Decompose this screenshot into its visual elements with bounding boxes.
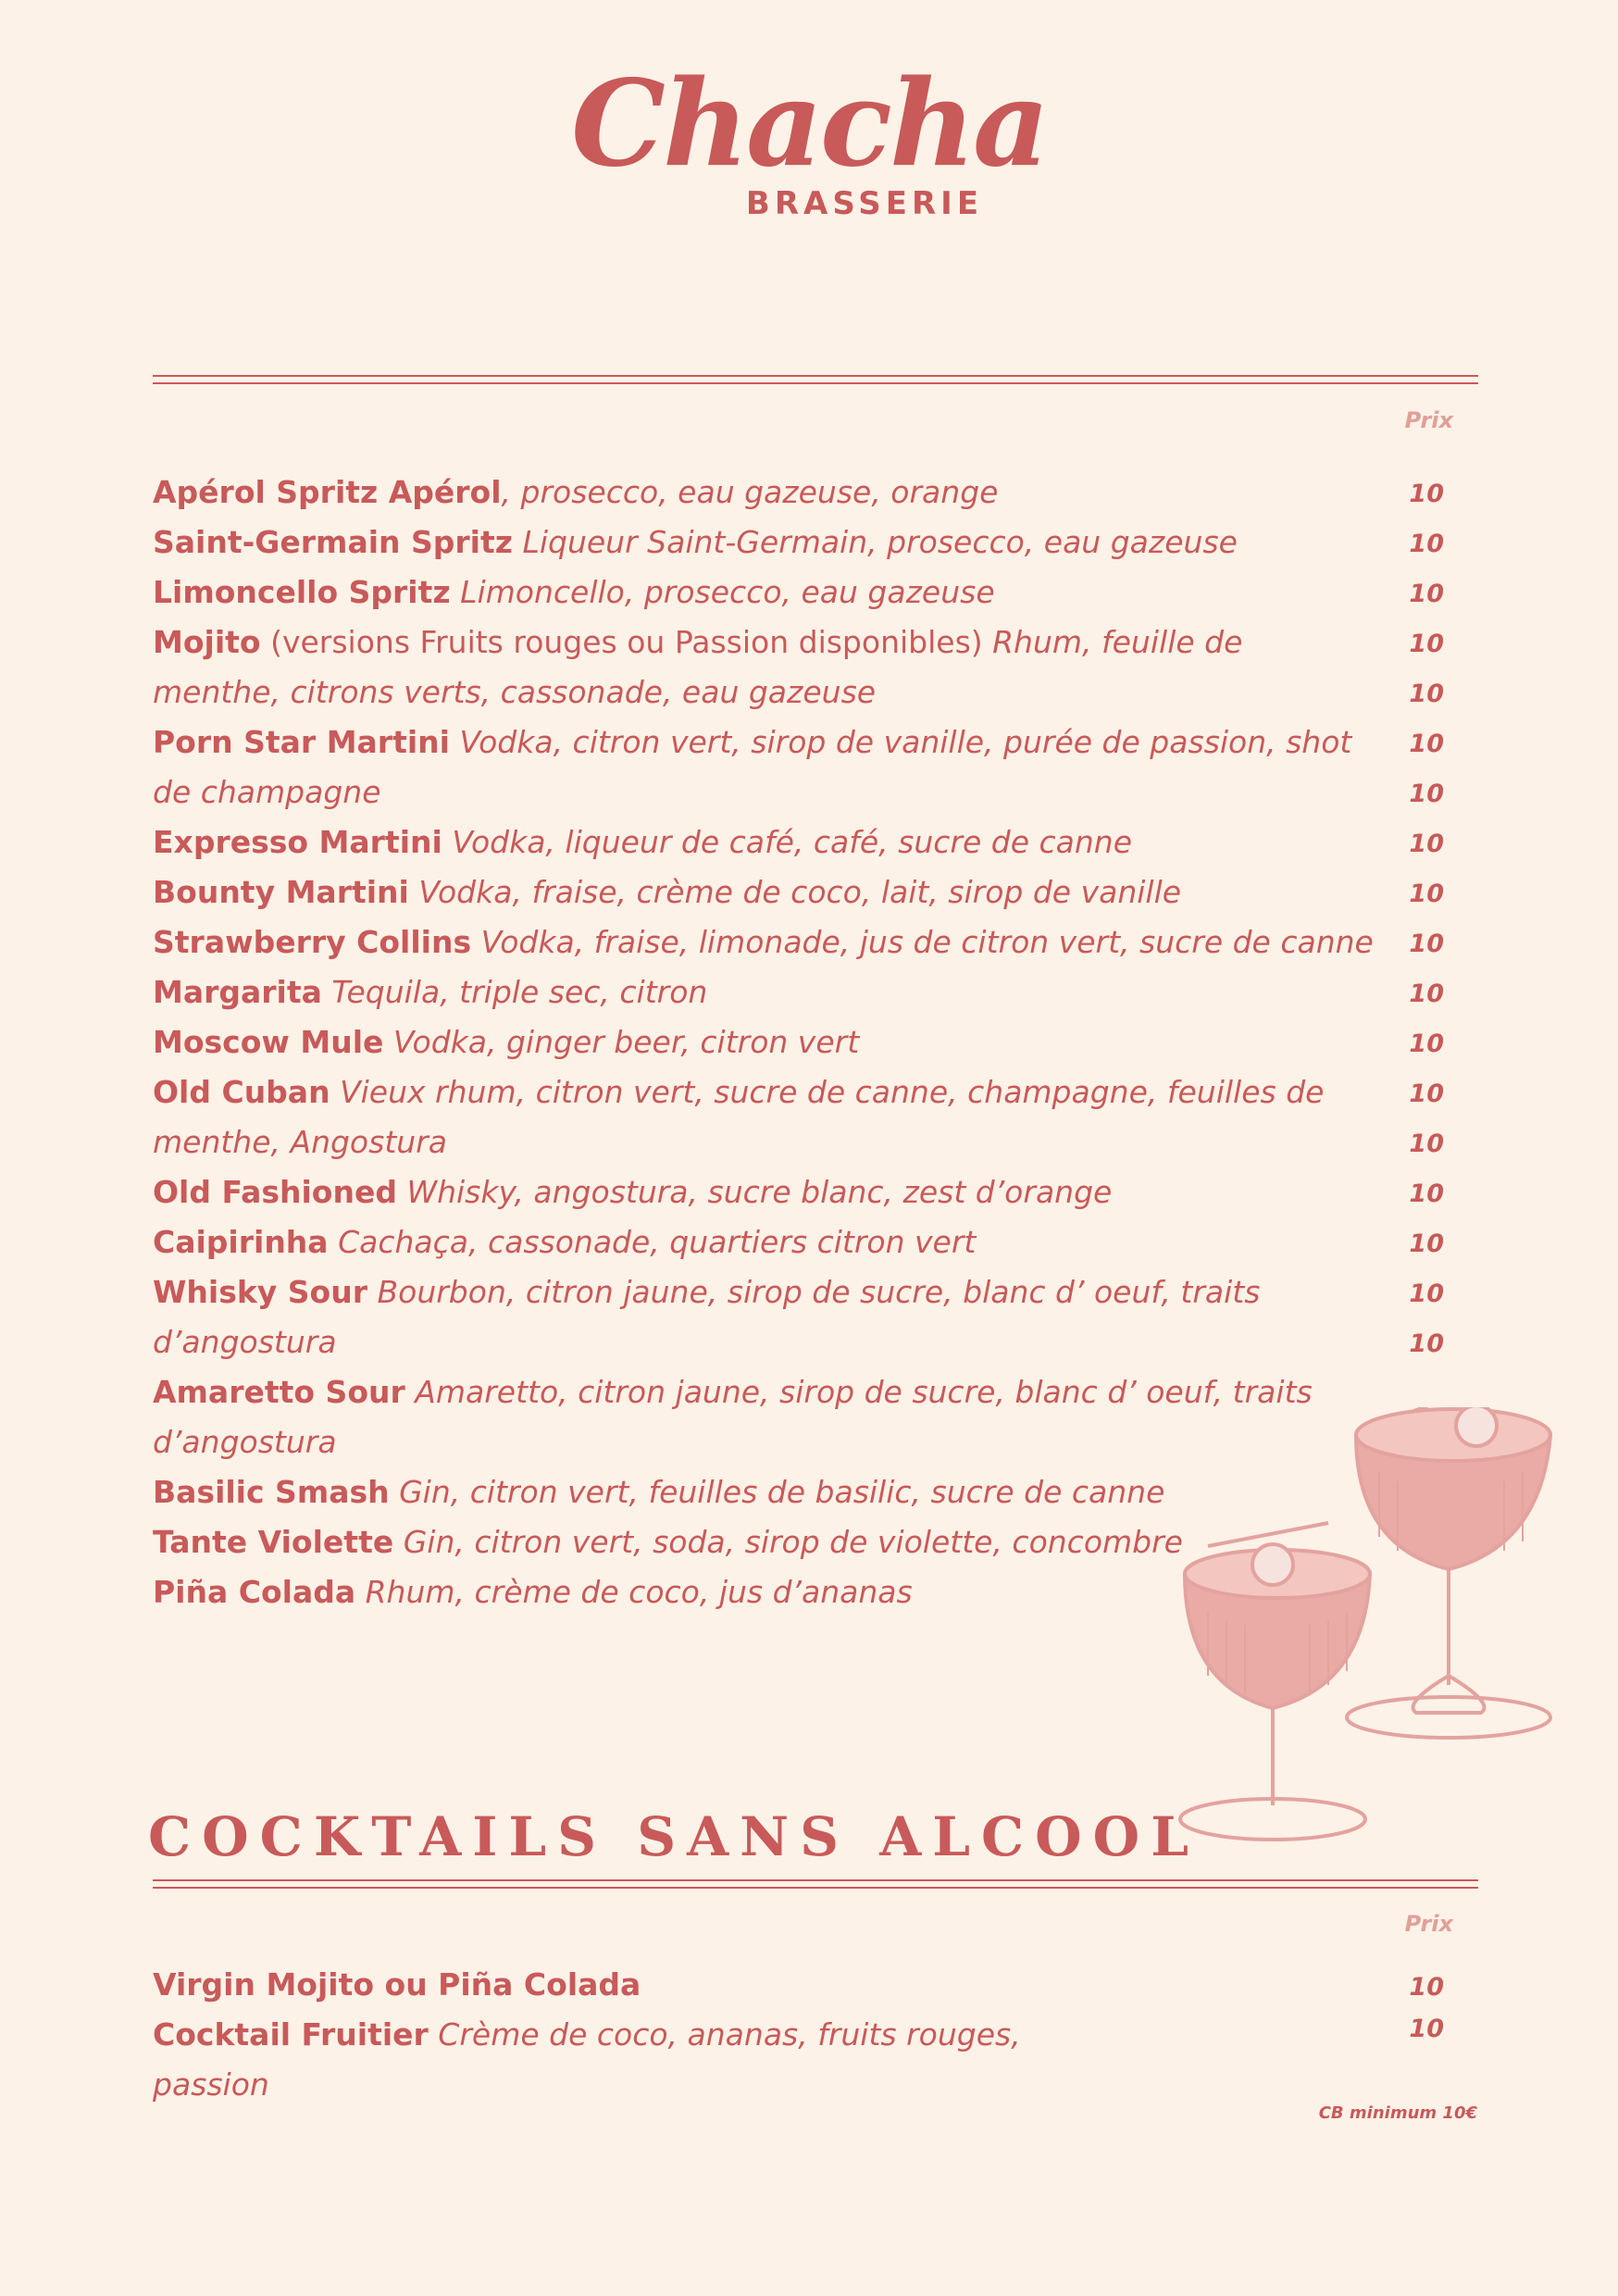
item-price: 10 xyxy=(1409,980,1444,1008)
item-note: (versions Fruits rouges ou Passion disponibles) xyxy=(260,624,983,660)
item-description: Bourbon, citron jaune, sirop de sucre, blanc d’ oeuf, traits xyxy=(367,1274,1261,1310)
item-description: Vodka, fraise, limonade, jus de citron vert, sucre de canne xyxy=(471,924,1374,960)
item-price: 10 xyxy=(1409,730,1444,758)
item-description: Vodka, fraise, crème de coco, lait, sirop de vanille xyxy=(408,874,1182,910)
item-price: 10 xyxy=(1409,930,1444,958)
menu-line xyxy=(153,1960,1375,2010)
menu-line xyxy=(153,1267,1375,1317)
menu-line xyxy=(153,767,1375,817)
item-name: Caipirinha xyxy=(153,1224,329,1260)
item-name: Piña Colada xyxy=(153,1574,356,1610)
item-price: 10 xyxy=(1409,1179,1444,1208)
item-description: menthe, Angostura xyxy=(153,1124,447,1160)
menu-line xyxy=(153,718,1375,767)
item-price: 10 xyxy=(1409,1079,1444,1108)
item-price: 10 xyxy=(1409,630,1444,658)
menu-line xyxy=(153,618,1375,668)
item-name: Mojito xyxy=(153,624,261,660)
menu-line xyxy=(153,1117,1375,1167)
item-price: 10 xyxy=(1409,1279,1444,1308)
menu-line xyxy=(153,817,1375,867)
sans-alcool-prices xyxy=(1370,1966,1444,2050)
item-name: Whisky Sour xyxy=(153,1274,367,1310)
item-price: 10 xyxy=(1409,1229,1444,1258)
item-description: d’angostura xyxy=(153,1424,337,1460)
item-name: Old Cuban xyxy=(153,1074,330,1110)
item-price: 10 xyxy=(1409,1029,1444,1058)
menu-line xyxy=(153,1167,1375,1217)
item-price: 10 xyxy=(1409,830,1444,858)
item-description: Rhum, crème de coco, jus d’ananas xyxy=(355,1574,913,1610)
item-description: Vodka, liqueur de café, café, sucre de canne xyxy=(442,824,1133,860)
item-description: Liqueur Saint-Germain, prosecco, eau gazeuse xyxy=(512,524,1238,560)
menu-line xyxy=(153,2010,1375,2060)
item-name: Virgin Mojito ou Piña Colada xyxy=(153,1966,641,2003)
item-name: Porn Star Martini xyxy=(153,724,450,760)
menu-line xyxy=(153,468,1375,518)
cocktail-prices xyxy=(1370,469,1444,1369)
item-description: Vodka, citron vert, sirop de vanille, purée de passion, shot xyxy=(449,724,1352,760)
section-title-sans-alcool: COCKTAILS SANS ALCOOL xyxy=(148,1805,1200,1868)
item-description: Gin, citron vert, soda, sirop de violette, concombre xyxy=(393,1524,1183,1560)
item-price: 10 xyxy=(1409,1129,1444,1158)
menu-line xyxy=(153,1317,1375,1367)
item-price: 10 xyxy=(1409,480,1444,508)
item-name: Basilic Smash xyxy=(153,1474,390,1510)
item-name: Margarita xyxy=(153,974,322,1010)
menu-line xyxy=(153,1067,1375,1117)
menu-line xyxy=(153,518,1375,568)
item-name: Expresso Martini xyxy=(153,824,442,860)
menu-line xyxy=(153,1217,1375,1267)
item-description: passion xyxy=(153,2066,269,2103)
price-column-header: Prix xyxy=(1404,1911,1453,1937)
item-price: 10 xyxy=(1409,580,1444,608)
menu-line xyxy=(153,2060,1375,2110)
item-price: 10 xyxy=(1409,1973,1444,2002)
payment-footnote: CB minimum 10€ xyxy=(1318,2103,1477,2123)
item-description: Crème de coco, ananas, fruits rouges, xyxy=(428,2016,1021,2053)
item-price: 10 xyxy=(1409,530,1444,558)
item-name: Saint-Germain Spritz xyxy=(153,524,513,560)
item-description: Vodka, ginger beer, citron vert xyxy=(383,1024,860,1060)
item-description: de champagne xyxy=(153,774,381,810)
item-name: Tante Violette xyxy=(153,1524,394,1560)
item-description: , prosecco, eau gazeuse, orange xyxy=(501,474,999,510)
item-price: 10 xyxy=(1409,2015,1444,2043)
item-name: Amaretto Sour xyxy=(153,1374,405,1410)
divider xyxy=(153,1879,1478,1889)
divider xyxy=(153,375,1478,384)
logo-title: Chacha xyxy=(571,55,1047,193)
sans-alcool-list xyxy=(153,1960,1375,2110)
item-price: 10 xyxy=(1409,680,1444,708)
item-name: Apérol Spritz Apérol xyxy=(153,474,502,510)
item-description: Whisky, angostura, sucre blanc, zest d’orange xyxy=(396,1174,1113,1210)
menu-line xyxy=(153,967,1375,1017)
logo-subtitle: BRASSERIE xyxy=(745,185,984,222)
menu-line xyxy=(153,568,1375,618)
item-description: Rhum, feuille de xyxy=(982,624,1243,660)
menu-line xyxy=(153,867,1375,917)
item-name: Cocktail Fruitier xyxy=(153,2016,429,2053)
price-column-header: Prix xyxy=(1404,407,1453,433)
cocktail-glasses-illustration xyxy=(1171,1407,1560,1870)
item-description: menthe, citrons verts, cassonade, eau gazeuse xyxy=(153,674,877,710)
item-description: Tequila, triple sec, citron xyxy=(321,974,708,1010)
item-name: Limoncello Spritz xyxy=(153,574,451,610)
item-description: Amaretto, citron jaune, sirop de sucre, blanc d’ oeuf, traits xyxy=(404,1374,1313,1410)
logo xyxy=(0,55,1618,222)
item-name: Moscow Mule xyxy=(153,1024,384,1060)
item-price: 10 xyxy=(1409,880,1444,908)
item-description: Cachaça, cassonade, quartiers citron vert xyxy=(328,1224,977,1260)
item-name: Bounty Martini xyxy=(153,874,409,910)
menu-line xyxy=(153,917,1375,967)
item-name: Strawberry Collins xyxy=(153,924,472,960)
item-price: 10 xyxy=(1409,1329,1444,1358)
menu-line xyxy=(153,668,1375,718)
item-description: Gin, citron vert, feuilles de basilic, sucre de canne xyxy=(389,1474,1165,1510)
item-description: Limoncello, prosecco, eau gazeuse xyxy=(450,574,995,610)
item-description: Vieux rhum, citron vert, sucre de canne, champagne, feuilles de xyxy=(330,1074,1325,1110)
item-description: d’angostura xyxy=(153,1324,337,1360)
item-name: Old Fashioned xyxy=(153,1174,397,1210)
item-price: 10 xyxy=(1409,780,1444,808)
menu-line xyxy=(153,1017,1375,1067)
